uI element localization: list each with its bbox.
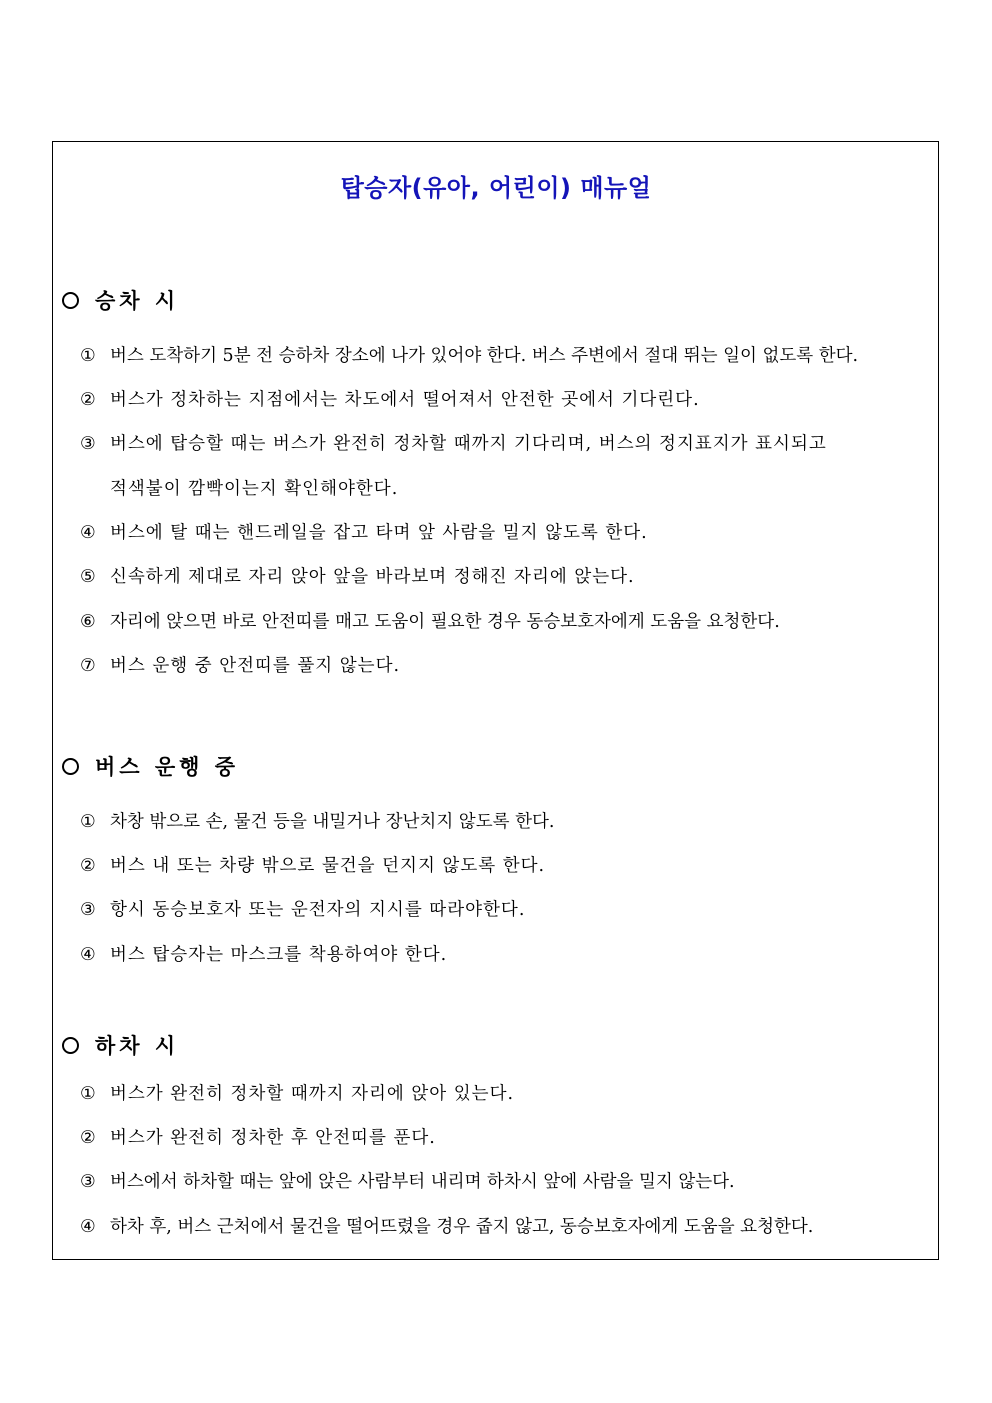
item-text: 버스에서 하차할 때는 앞에 앉은 사람부터 내리며 하차시 앞에 사람을 밀지 않는다. [110, 1172, 735, 1192]
item-text-continuation: 적색불이 깜빡이는지 확인해야한다. [110, 479, 399, 499]
list-item [80, 1213, 930, 1241]
section-heading-text: 버스 운행 중 [95, 754, 240, 779]
item-number: ③ [80, 434, 96, 454]
list-item [80, 1124, 930, 1152]
item-text: 신속하게 제대로 자리 앉아 앞을 바라보며 정해진 자리에 앉는다. [110, 567, 635, 587]
item-number: ③ [80, 900, 96, 920]
item-text: 버스가 완전히 정차할 때까지 자리에 앉아 있는다. [110, 1084, 515, 1104]
item-text: 버스 탑승자는 마스크를 착용하여야 한다. [110, 945, 448, 965]
list-item [80, 342, 930, 370]
list-item [80, 563, 930, 591]
item-number: ② [80, 1128, 96, 1148]
item-text: 버스에 탈 때는 핸드레일을 잡고 타며 앞 사람을 밀지 않도록 한다. [110, 523, 648, 543]
section-heading-in-transit [62, 751, 239, 781]
section-heading-boarding [62, 285, 179, 315]
list-item [80, 430, 930, 458]
item-text: 버스가 정차하는 지점에서는 차도에서 떨어져서 안전한 곳에서 기다린다. [110, 390, 700, 410]
item-text: 버스에 탑승할 때는 버스가 완전히 정차할 때까지 기다리며, 버스의 정지표지가 표시되고 [110, 434, 827, 454]
section-heading-alighting [62, 1030, 179, 1060]
item-number: ④ [80, 945, 96, 965]
list-item [80, 1080, 930, 1108]
list-item [80, 386, 930, 414]
item-text: 하차 후, 버스 근처에서 물건을 떨어뜨렸을 경우 줍지 않고, 동승보호자에게 도움을 요청한다. [110, 1217, 814, 1237]
list-item [80, 896, 930, 924]
item-number: ① [80, 812, 96, 832]
item-number: ① [80, 346, 96, 366]
list-item [80, 608, 930, 636]
item-text: 자리에 앉으면 바로 안전띠를 매고 도움이 필요한 경우 동승보호자에게 도움을 요청한다. [110, 612, 780, 632]
item-number: ② [80, 390, 96, 410]
item-number: ⑥ [80, 612, 96, 632]
item-text: 버스가 완전히 정차한 후 안전띠를 푼다. [110, 1128, 436, 1148]
circle-bullet-icon [62, 292, 79, 309]
list-item [80, 808, 930, 836]
list-item [80, 941, 930, 969]
circle-bullet-icon [62, 1037, 79, 1054]
list-item [80, 519, 930, 547]
list-item [80, 1168, 930, 1196]
item-number: ① [80, 1084, 96, 1104]
item-number: ⑦ [80, 656, 96, 676]
item-number: ④ [80, 523, 96, 543]
section-heading-text: 하차 시 [95, 1033, 180, 1058]
list-item [80, 652, 930, 680]
item-text: 버스 도착하기 5분 전 승하차 장소에 나가 있어야 한다. 버스 주변에서 절대 뛰는 일이 없도록 한다. [110, 346, 859, 366]
circle-bullet-icon [62, 758, 79, 775]
item-text: 항시 동승보호자 또는 운전자의 지시를 따라야한다. [110, 900, 526, 920]
item-text: 차창 밖으로 손, 물건 등을 내밀거나 장난치지 않도록 한다. [110, 812, 555, 832]
item-text: 버스 내 또는 차량 밖으로 물건을 던지지 않도록 한다. [110, 856, 546, 876]
section-heading-text: 승차 시 [95, 288, 180, 313]
item-number: ④ [80, 1217, 96, 1237]
item-number: ③ [80, 1172, 96, 1192]
item-number: ② [80, 856, 96, 876]
list-item [80, 852, 930, 880]
document-title: 탑승자(유아, 어린이) 매뉴얼 [340, 174, 652, 202]
item-text: 버스 운행 중 안전띠를 풀지 않는다. [110, 656, 401, 676]
item-number: ⑤ [80, 567, 96, 587]
